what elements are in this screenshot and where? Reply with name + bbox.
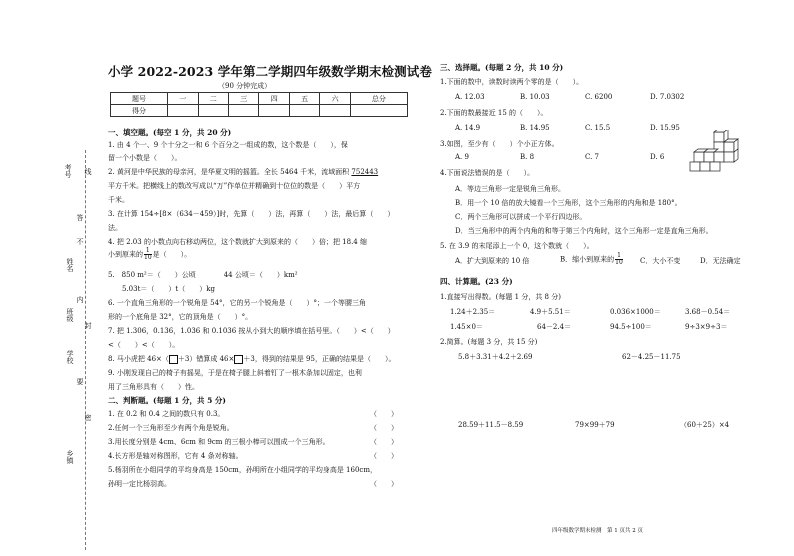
calc-item: 0.036×1000＝ bbox=[610, 308, 661, 316]
seal-char-no: 不 bbox=[76, 238, 84, 245]
s1-q4-text: 小到原来的 bbox=[108, 250, 143, 259]
s3-q5-opt-c: C．大小不变 bbox=[640, 257, 681, 265]
score-input-cell[interactable] bbox=[350, 105, 407, 117]
s1-q6-line1: 6. 一个直角三角形的一个锐角是 54°，它的另一个锐角是（ ）°；一个等腰三角 bbox=[108, 299, 367, 307]
s1-q8-text-c: ＋3，得到的结果是 95，正确的结果是（ ）。 bbox=[243, 355, 396, 363]
seal-char-seal-2: 密 bbox=[84, 414, 92, 421]
section4-heading: 四、计算题。(23 分) bbox=[440, 277, 513, 286]
s2-item-3: 3.用长度分别是 4cm、6cm 和 9cm 的三根小棒可以围成一个三角形。 bbox=[108, 438, 330, 446]
s3-q3-opt-d: D. 6 bbox=[650, 153, 665, 161]
school-label: 学校 bbox=[66, 350, 74, 364]
blank-square-icon bbox=[169, 355, 178, 364]
simplify-item: 5.8＋3.31＋4.2＋2.69 bbox=[458, 353, 533, 361]
s3-q1-opt-b: B. 10.03 bbox=[520, 93, 550, 101]
score-cell: 五 bbox=[289, 93, 319, 105]
s1-q2-line3: 千米。 bbox=[108, 196, 129, 204]
s3-q1-opt-c: C. 6200 bbox=[585, 93, 613, 101]
seal-char-answer: 答 bbox=[76, 214, 84, 221]
section2-heading: 二、判断题。(每题 1 分，共 5 分) bbox=[108, 396, 226, 405]
section1-heading: 一、填空题。(每空 1 分，共 20 分) bbox=[108, 128, 232, 137]
calc-item: 1.24＋2.35＝ bbox=[450, 308, 496, 316]
s4-sub1: 1.直接写出得数。(每题 1 分，共 8 分) bbox=[440, 293, 561, 301]
page-footer: 四年级数学期末检测 第 1 页共 2 页 bbox=[552, 528, 643, 534]
calc-item: 1.45×0＝ bbox=[450, 323, 483, 331]
score-cell: 题号 bbox=[111, 93, 168, 105]
exam-no-label: 考号 bbox=[64, 164, 72, 178]
score-input-cell[interactable] bbox=[320, 105, 350, 117]
simplify-item: 62－4.25－11.75 bbox=[622, 353, 681, 361]
s2-answer-paren[interactable]: （ ） bbox=[370, 424, 398, 432]
town-label: 乡镇 bbox=[66, 450, 74, 464]
s4-sub2: 2.简算。(每题 3 分，共 15 分) bbox=[440, 338, 538, 346]
stacked-cubes-figure bbox=[688, 130, 740, 172]
s1-q9-line1: 9. 小刚发现自己的椅子有摇晃，于是在椅子腿上斜着钉了一根木条加以固定，也利 bbox=[108, 369, 362, 377]
fraction-numerator: 1 bbox=[617, 252, 621, 259]
name-label: 姓名 bbox=[66, 258, 74, 272]
s3-q4-opt-c: C．两个三角形可以拼成一个平行四边形。 bbox=[455, 213, 587, 221]
simplify-item: 79×99＋79 bbox=[575, 421, 615, 429]
s3-q5-opt-d: D．无法确定 bbox=[700, 257, 741, 265]
score-input-cell[interactable] bbox=[289, 105, 319, 117]
score-cell: 六 bbox=[320, 93, 350, 105]
s3-q2-opt-c: C. 15.5 bbox=[585, 124, 611, 132]
simplify-item: 28.59＋11.5－8.59 bbox=[458, 421, 524, 429]
class-label: 班级 bbox=[66, 308, 74, 322]
s2-item-5: 5.杨羽所在小组同学的平均身高是 150cm，孙明所在小组同学的平均身高是 160cm， bbox=[108, 466, 377, 474]
s2-item-4: 4.长方形是轴对称图形，它有 4 条对称轴。 bbox=[108, 452, 243, 460]
s3-q4-opt-a: A．等边三角形一定是锐角三角形。 bbox=[455, 185, 566, 193]
s1-q2-line1 bbox=[108, 167, 378, 177]
s1-q3-line2: 法。 bbox=[108, 224, 122, 232]
s1-q9-line2: 用了三角形具有（ ）性。 bbox=[108, 383, 199, 391]
s3-q3: 3.如图，至少有（ ）个小正方体。 bbox=[440, 140, 559, 148]
binding-margin bbox=[0, 0, 95, 556]
s3-q4: 4.下面说法错误的是（ ）。 bbox=[440, 169, 535, 177]
s3-q4-opt-b: B．用一个 10 倍的放大镜看一个三角形，这个三角形的内角和是 180°。 bbox=[455, 199, 682, 207]
s2-item-2: 2.任何一个三角形至少有两个角是锐角。 bbox=[108, 424, 234, 432]
s1-q7-line1: 7. 把 1.306，0.136，1.036 和 0.1036 按从小到大的顺序填在括号里。（ ）<（ ） bbox=[108, 327, 395, 335]
blank-square-icon bbox=[234, 355, 243, 364]
section3-heading: 三、选择题。(每题 2 分，共 10 分) bbox=[440, 63, 564, 72]
s3-q5-opt-a: A．扩大到原来的 10 倍 bbox=[455, 257, 530, 265]
s2-item-1: 1. 在 0.2 和 0.4 之间的数只有 0.3。 bbox=[108, 410, 225, 418]
page-subtitle: （90 分钟完成） bbox=[218, 82, 272, 90]
seal-char-line: 线 bbox=[84, 168, 92, 175]
s3-q3-opt-a: A. 9 bbox=[455, 153, 469, 161]
fraction bbox=[144, 248, 152, 261]
score-input-cell[interactable] bbox=[198, 105, 228, 117]
s1-q6-line2: 形的一个底角是 32°，它的顶角是（ ）°。 bbox=[108, 313, 253, 321]
s2-answer-paren[interactable]: （ ） bbox=[370, 410, 398, 418]
s3-q2-opt-d: D. 15.95 bbox=[650, 124, 680, 132]
fraction-denominator: 10 bbox=[144, 254, 152, 261]
s3-q3-opt-c: C. 7 bbox=[585, 153, 600, 161]
score-cell: 二 bbox=[198, 93, 228, 105]
s3-q1-opt-d: D. 7.0302 bbox=[650, 93, 685, 101]
fraction-denominator: 10 bbox=[615, 259, 623, 266]
s1-q3-line1: 3. 在计算 154÷[8×（634－459）]时，先算（ ）法，再算（ ）法，最后算（ ） bbox=[108, 210, 395, 218]
fraction-numerator: 1 bbox=[145, 247, 150, 254]
seal-char-key: 要 bbox=[76, 378, 84, 385]
calc-item: 9÷3×9÷3＝ bbox=[685, 323, 728, 331]
s1-q4-text-end: 是（ ）。 bbox=[152, 250, 192, 259]
calc-item: 4.9＋5.51＝ bbox=[530, 308, 571, 316]
s3-q1: 1.下面的数中，读数时读两个零的是（ ）。 bbox=[440, 78, 584, 86]
seal-char-seal: 封 bbox=[84, 322, 92, 329]
s1-q8-text-a: 8. 马小虎把 46×（ bbox=[108, 355, 169, 363]
s1-q7-line2: <（ ）<（ ）。 bbox=[108, 341, 180, 349]
score-cell: 三 bbox=[229, 93, 259, 105]
s1-q8-line bbox=[108, 354, 395, 364]
s1-q1-line2: 留一个小数是（ ）。 bbox=[108, 154, 182, 162]
score-input-cell[interactable] bbox=[259, 105, 289, 117]
score-table bbox=[110, 92, 408, 117]
page-title: 小学 2022-2023 学年第二学期四年级数学期末检测试卷 bbox=[108, 64, 432, 79]
calc-item: 94.5÷100＝ bbox=[610, 323, 652, 331]
s2-item-5-cont: 孙明一定比杨羽高。 bbox=[108, 480, 171, 488]
score-table-header-row bbox=[111, 93, 408, 105]
s3-q1-opt-a: A. 12.03 bbox=[455, 93, 485, 101]
seal-char-inner: 内 bbox=[76, 296, 84, 303]
s3-q4-opt-d: D．当三角形中的两个内角的和等于第三个内角时，这个三角形一定是直角三角形。 bbox=[455, 227, 713, 235]
s3-q5: 5. 在 3.9 的末尾添上一个 0，这个数就（ ）。 bbox=[440, 242, 594, 250]
fraction bbox=[615, 253, 623, 266]
calc-item: 64－2.4＝ bbox=[537, 323, 572, 331]
s1-q5-line1: 5. 850 m²＝（ ）公顷 44 公顷＝（ ）km² bbox=[108, 271, 298, 279]
s1-q1-line1: 1. 由 4 个一、9 个十分之一和 6 个百分之一组成的数，这个数是（ ），保 bbox=[108, 141, 348, 149]
simplify-item: （60＋25）×4 bbox=[680, 421, 730, 429]
s1-q5-line2: 5.03t＝（ ）t（ ）kg bbox=[108, 285, 215, 293]
s3-q3-opt-b: B. 8 bbox=[520, 153, 535, 161]
s1-q2-number: 752443 bbox=[351, 168, 379, 176]
s3-q5-opt-b-text: B．缩小到原来的 bbox=[560, 255, 615, 264]
score-input-cell[interactable] bbox=[229, 105, 259, 117]
s1-q2-line2: 平方千米。把横线上的数改写成以“万”作单位并精确到十位位的数是（ ）平方 bbox=[108, 182, 361, 190]
s1-q4-line2 bbox=[108, 248, 191, 261]
s1-q4-line1: 4. 把 2.03 的小数点向右移动两位，这个数就扩大到原来的（ ）倍；把 18.4 缩 bbox=[108, 238, 367, 246]
s2-answer-paren[interactable]: （ ） bbox=[370, 438, 398, 446]
score-cell: 四 bbox=[259, 93, 289, 105]
score-table-score-row bbox=[111, 105, 408, 117]
s2-answer-paren[interactable]: （ ） bbox=[370, 452, 398, 460]
s3-q2-opt-a: A. 14.9 bbox=[455, 124, 481, 132]
score-cell: 一 bbox=[168, 93, 198, 105]
s3-q5-opt-b bbox=[560, 253, 624, 266]
s3-q2-opt-b: B. 14.95 bbox=[520, 124, 550, 132]
s1-q2-text: 2. 黄河是中华民族的母亲河，是华夏文明的摇篮。全长 5464 千米，流域面积 bbox=[108, 168, 352, 176]
score-cell: 得分 bbox=[111, 105, 168, 117]
s2-answer-paren[interactable]: （ ） bbox=[370, 480, 398, 488]
calc-item: 3.68－0.54＝ bbox=[685, 308, 731, 316]
s3-q2: 2.下面的数最接近 15 的（ ）。 bbox=[440, 109, 548, 117]
score-input-cell[interactable] bbox=[168, 105, 198, 117]
s1-q8-text-b: ＋3）错算成 46× bbox=[177, 355, 235, 363]
seal-line bbox=[85, 150, 86, 550]
score-cell: 总分 bbox=[350, 93, 407, 105]
